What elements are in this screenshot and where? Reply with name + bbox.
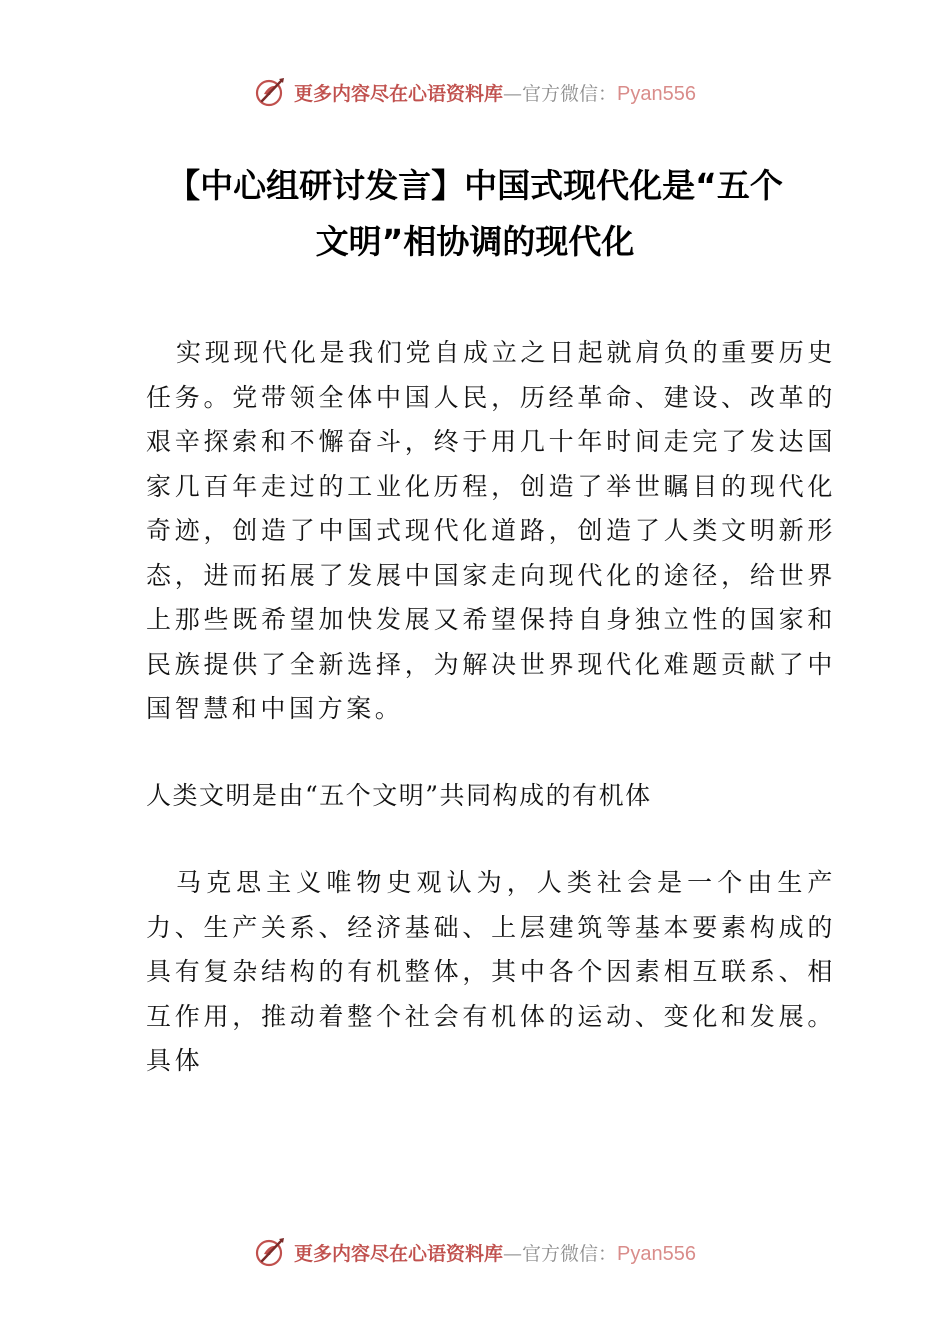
- title-line-1: 【中心组研讨发言】中国式现代化是“五个: [167, 166, 783, 205]
- footer-banner-text: [294, 1239, 696, 1266]
- document-title: [120, 158, 830, 270]
- banner-wechat-id: Pyan556: [617, 82, 696, 105]
- footer-dash: —: [503, 1242, 523, 1265]
- title-line-2: 文明”相协调的现代化: [315, 222, 635, 261]
- banner-dash: —: [503, 82, 523, 105]
- body-paragraph-2: 马克思主义唯物史观认为，人类社会是一个由生产力、生产关系、经济基础、上层建筑等基本要素构成的具有复杂结构的有机整体，其中各个因素相互联系、相互作用，推动着整个社会有机体的运动、变化和发展。具体: [146, 868, 836, 1075]
- body-paragraph-1: 实现现代化是我们党自成立之日起就肩负的重要历史任务。党带领全体中国人民，历经革命、建设、改革的艰辛探索和不懈奋斗，终于用几十年时间走完了发达国家几百年走过的工业化历程，创造了举世瞩目的现代化奇迹，创造了中国式现代化道路，创造了人类文明新形态，进而拓展了发展中国家走向现代化的途径，给世界上那些既希望加快发展又希望保持自身独立性的国家和民族提供了全新选择，为解决世界现代化难题贡献了中国智慧和中国方案。: [146, 338, 836, 723]
- section-heading: 人类文明是由“五个文明”共同构成的有机体: [146, 781, 652, 810]
- footer-wechat-id: Pyan556: [617, 1242, 696, 1265]
- footer-official-text: 官方微信：: [522, 1242, 618, 1265]
- banner-official-text: 官方微信：: [522, 82, 618, 105]
- header-banner: [0, 70, 950, 114]
- banner-text: [294, 79, 696, 106]
- footer-main-text: 更多内容尽在心语资料库: [294, 1242, 504, 1265]
- quill-heart-logo-icon: [254, 1235, 288, 1269]
- banner-main-text: 更多内容尽在心语资料库: [294, 82, 504, 105]
- quill-heart-logo-icon: [254, 75, 288, 109]
- footer-banner: [0, 1230, 950, 1274]
